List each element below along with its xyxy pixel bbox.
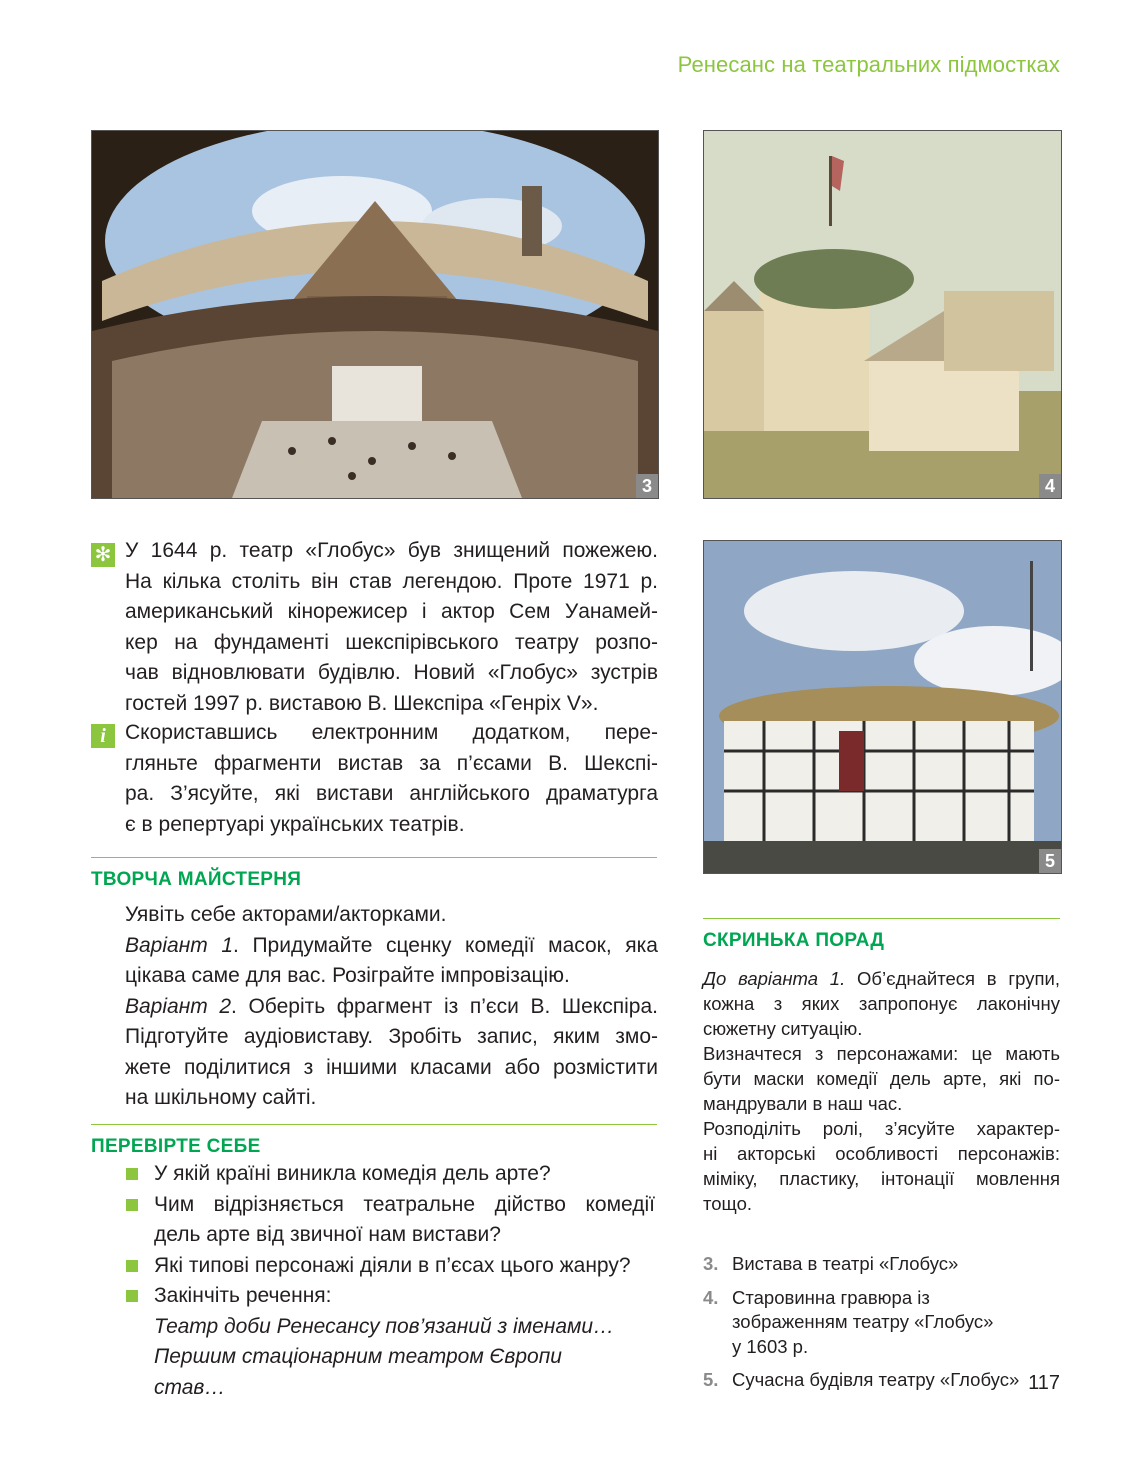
list-item [125,1159,665,1190]
text-line: кожна з яких запропонує лаконічну [703,993,1060,1014]
question-text: дель арте від звичної нам вистави? [154,1223,501,1246]
fact-paragraph [125,536,658,719]
question-text: став… [154,1375,226,1399]
caption-item [703,1368,1063,1393]
text-line: Скориставшись електронним додатком, пере- [125,721,658,744]
caption-item [703,1252,1063,1277]
list-item [125,1190,665,1251]
running-title: Ренесанс на театральних підмостках [677,52,1060,77]
text-fragment: . Оберіть фрагмент із п’єси В. Шекспіра. [231,994,658,1018]
caption-number: 4. [703,1286,719,1308]
text-fragment: . Придумайте сценку комедії масок, яка [233,933,658,957]
globe-engraving-illustration [704,131,1061,498]
text-line: гляньте фрагменти вистав за п’єсами В. Шекспі- [125,751,658,775]
divider [91,857,657,858]
workshop-heading: ТВОРЧА МАЙСТЕРНЯ [91,869,302,890]
text-line: міміку, пластику, інтонації мовлення [703,1168,1060,1189]
caption-item [703,1286,1063,1360]
question-text: Першим стаціонарним театром Європи [154,1345,562,1368]
caption-text: Старовинна гравюра із [732,1286,930,1308]
page-number: 117 [1028,1372,1060,1394]
text-line: ра. З’ясуйте, які вистави англійського драматурга [125,782,658,805]
text-line: на шкільному сайті. [125,1086,317,1109]
question-text: Які типові персонажі діяли в п’єсах цього жанру? [154,1253,631,1277]
info-paragraph [125,718,658,840]
text-line: цікава саме для вас. Розіграйте імпровізацію. [125,964,570,987]
text-line: мандрували в наш час. [703,1093,903,1114]
caption-number: 3. [703,1253,719,1274]
question-text: Театр доби Ренесансу пов’язаний з іменами… [154,1314,615,1338]
text-line: кер на фундаменті шекспірівського театру розпо- [125,630,658,654]
variant-label: Варіант 1 [125,933,234,957]
caption-number: 5. [703,1369,719,1390]
check-questions [125,1159,665,1403]
bullet-icon [126,1168,138,1180]
bullet-icon [126,1199,138,1211]
list-item [125,1281,665,1403]
variant-label: Варіант 2 [125,994,232,1018]
text-line: жете поділитися з іншими класами або розмістити [125,1055,658,1079]
text-line: тощо. [703,1193,752,1214]
text-line: американський кінорежисер і актор Сем Уанамей- [125,600,658,623]
text-line: є в репертуарі українських театрів. [125,812,465,836]
check-heading: ПЕРЕВІРТЕ СЕБЕ [91,1136,261,1157]
text-line [703,966,1060,991]
tips-lead: До варіанта 1. [703,968,846,989]
text-line: чав відновлювати будівлю. Новий «Глобус» зустрів [125,661,658,684]
text-line: гостей 1997 р. виставою В. Шекспіра «Генріх V». [125,691,599,715]
fact-marker-icon: ✻ [91,543,115,567]
text-line [125,931,658,962]
text-line: Розподіліть ролі, з’ясуйте характер- [703,1118,1060,1139]
bullet-icon [126,1290,138,1302]
text-fragment: Об’єднайтеся в групи, [845,968,1061,989]
tips-text [703,966,1060,1216]
caption-text: Вистава в театрі «Глобус» [732,1253,959,1274]
caption-text: зображенням театру «Глобус» [732,1311,994,1332]
info-marker-icon: i [91,724,115,748]
workshop-text [125,900,658,1114]
question-text: У якій країні виникла комедія дель арте? [154,1162,551,1185]
globe-interior-illustration [92,131,658,498]
question-text: Закінчіть речення: [154,1284,332,1307]
text-line: сюжетну ситуацію. [703,1018,863,1039]
text-line: ні акторські особливості персонажів: [703,1143,1060,1164]
text-line: бути маски комедії дель арте, які по- [703,1068,1060,1089]
modern-globe-illustration [704,541,1061,873]
photo-globe-modern [703,540,1062,874]
bullet-icon [126,1260,138,1272]
list-item [125,1251,665,1282]
figure-number: 5 [1039,849,1061,873]
text-line: На кілька століть він став легендою. Проте 1971 р. [125,569,658,593]
text-line: Уявіть себе акторами/акторками. [125,903,447,926]
photo-globe-performance [91,130,659,499]
text-line: Підготуйте аудіовиставу. Зробіть запис, яким змо- [125,1025,658,1048]
divider [91,1124,657,1125]
question-text: Чим відрізняється театральне дійство комедії [154,1192,655,1216]
text-line: У 1644 р. театр «Глобус» був знищений пожежею. [125,539,658,562]
caption-text: у 1603 р. [732,1335,809,1357]
divider [703,918,1060,919]
engraving-globe-1603 [703,130,1062,499]
figure-captions [703,1252,1063,1402]
text-line: Визначтеся з персонажами: це мають [703,1043,1060,1064]
tips-heading: СКРИНЬКА ПОРАД [703,930,885,951]
figure-number: 3 [636,474,658,498]
caption-text: Сучасна будівля театру «Глобус» [732,1369,1020,1390]
text-line [125,992,658,1023]
figure-number: 4 [1039,474,1061,498]
